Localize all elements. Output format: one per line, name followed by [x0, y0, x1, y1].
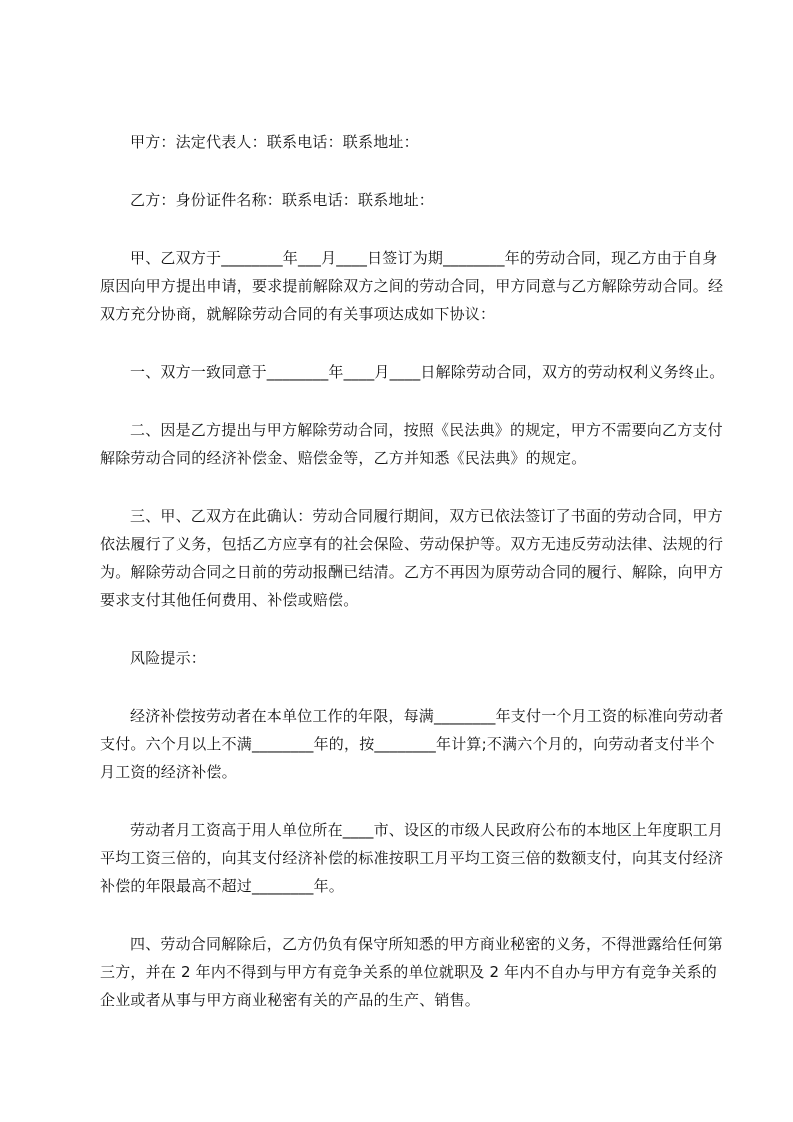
clause-four-paragraph: 四、劳动合同解除后，乙方仍负有保守所知悉的甲方商业秘密的义务，不得泄露给任何第三方，并在 2 年内不得到与甲方有竞争关系的单位就职及 2 年内不自办与甲方有竞争关系的企业或者从事与甲方商业秘密有关的产品的生产、销售。: [100, 935, 723, 1009]
party-b-line: 乙方：身份证件名称：联系电话：联系地址：: [130, 191, 435, 209]
compensation-rule-paragraph: 经济补偿按劳动者在本单位工作的年限，每满________年支付一个月工资的标准向劳动者支付。六个月以上不满________年的，按________年计算;不满六个月的，向劳动者支付半个月工资的经济补偿。: [100, 707, 724, 781]
high-wage-rule-paragraph: 劳动者月工资高于用人单位所在____市、设区的市级人民政府公布的本地区上年度职工月平均工资三倍的，向其支付经济补偿的标准按职工月平均工资三倍的数额支付，向其支付经济补偿的年限最高不超过________年。: [100, 821, 724, 895]
clause-two-paragraph: 二、因是乙方提出与甲方解除劳动合同，按照《民法典》的规定，甲方不需要向乙方支付解除劳动合同的经济补偿金、赔偿金等，乙方并知悉《民法典》的规定。: [100, 421, 723, 467]
clause-three-paragraph: 三、甲、乙双方在此确认：劳动合同履行期间，双方已依法签订了书面的劳动合同，甲方依法履行了义务，包括乙方应享有的社会保险、劳动保护等。双方无违反劳动法律、法规的行为。解除劳动合同之日前的劳动报酬已结清。乙方不再因为原劳动合同的履行、解除，向甲方要求支付其他任何费用、补偿或赔偿。: [100, 507, 724, 609]
document-body: [100, 128, 730, 1014]
clause-one-paragraph: 一、双方一致同意于________年____月____日解除劳动合同，双方的劳动权利义务终止。: [130, 363, 725, 381]
agreement-intro-paragraph: 甲、乙双方于________年___月____日签订为期________年的劳动合同，现乙方由于自身原因向甲方提出申请，要求提前解除双方之间的劳动合同，甲方同意与乙方解除劳动合同。经双方充分协商，就解除劳动合同的有关事项达成如下协议：: [100, 249, 724, 323]
risk-warning-heading: 风险提示：: [130, 649, 207, 667]
party-a-line: 甲方：法定代表人：联系电话：联系地址：: [130, 133, 419, 151]
